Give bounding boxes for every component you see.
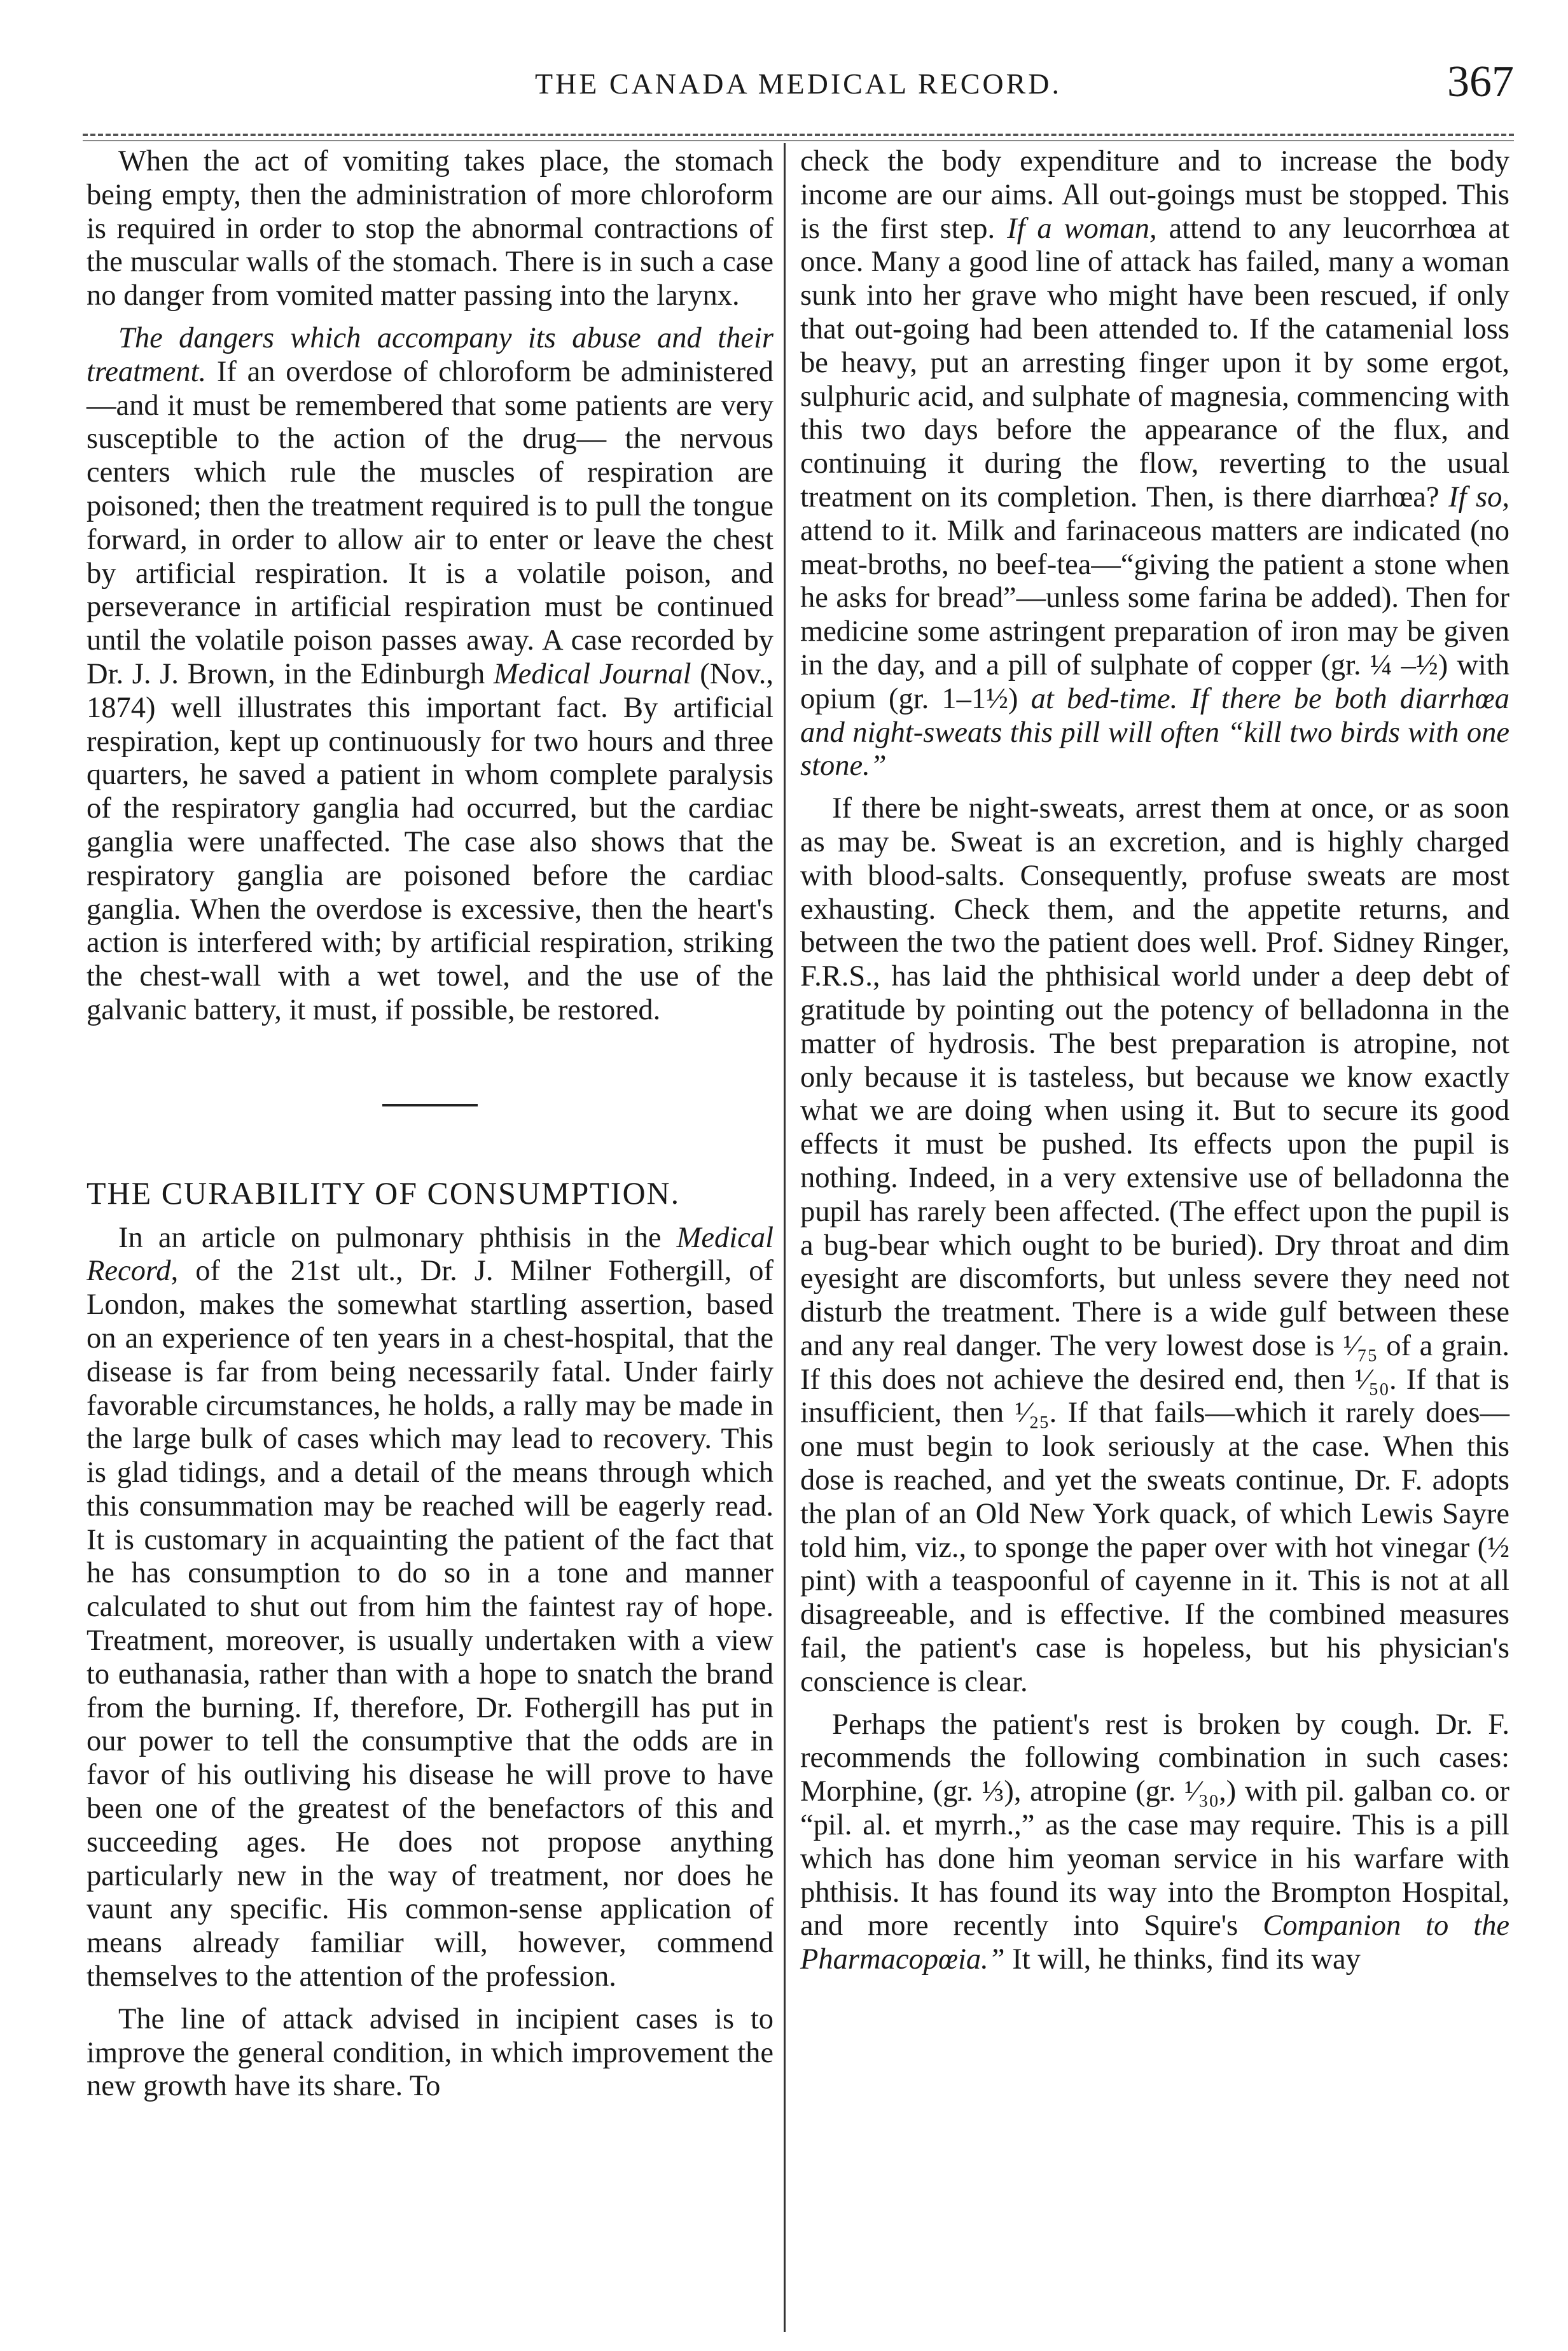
paragraph [800,145,1509,783]
article-heading: THE CURABILITY OF CONSUMPTION. [87,1175,681,1211]
chloroform-article-continuation [87,145,774,1028]
italic-text: Companion to the Pharmacopœia.” [800,1909,1509,1976]
right-column [800,145,1509,1977]
body-text: attend to any leucorrhœa at once. Many a good line of attack has failed, many a woman sunk into her grave who might have been rescued, if only that out-going had been attended to. If the catamenial loss be heavy, put an arresting finger upon it by some ergot, sulphuric acid, and sulphate of magnesia, commencing with this two days before the appearance of the flux, and continuing it during the flow, reverting to the usual treatment on its completion. Then, is there diarrhœa? [800,212,1509,513]
italic-text: at bed-time. If there be both diarrhœa and night-sweats this pill will often “kill two birds with one stone.” [800,682,1509,783]
page-header [83,57,1514,118]
body-text: attend to it. Milk and farinaceous matters are indicated (no meat-broths, no beef-tea—“giving the patient a stone when he asks for bread”—unless some farina be added). Then for medicine some astringent preparation of iron may be given in the day, and a pill of sulphate of copper (gr. ¼ –½) with opium (gr. 1–1½) [800,514,1509,715]
paragraph [87,322,774,1028]
left-column [87,145,774,2103]
body-text: , of the 21st ult., Dr. J. Milner Fothergill, of London, makes the somewhat startling assertion, based on an experience of ten years in a chest-hospital, that the disease is far from being necessarily fatal. Under fairly favorable circumstances, he holds, a rally may be made in the large bulk of cases which may lead to recovery. This is glad tidings, and a detail of the means through which this consummation may be reached will be eagerly read. It is customary in acquainting the patient of the fact that he has consumption to do so in a tone and manner calculated to shut out from him the faintest ray of hope. Treatment, moreover, is usually undertaken with a view to euthanasia, rather than with a hope to snatch the brand from the burning. If, therefore, Dr. Fothergill has put in our power to tell the consumptive that the odds are in favor of his outliving his disease he will prove to have been one of the greatest of the benefactors of this and succeeding ages. He does not propose anything particularly new in the way of treatment, nor does he vaunt any specific. His common-sense application of means already familiar will, however, commend themselves to the attention of the profession. [87,1255,774,1993]
italic-text: The dangers which accompany its abuse and their treatment. [87,321,774,388]
column-divider [784,143,786,2332]
running-title: THE CANADA MEDICAL RECORD. [534,67,1062,100]
paragraph [87,1222,774,1994]
consumption-article-continuation [800,145,1509,1977]
body-text: In an article on pulmonary phthisis in the [118,1221,677,1254]
body-text: check the body expenditure and to increase the body income are our aims. All out-goings must be stopped. This is the first step. [800,145,1509,245]
section-separator-rule [382,1104,478,1106]
body-text: It will, he thinks, find its way [1004,1943,1361,1976]
paragraph [87,145,774,313]
page-number: 367 [1447,57,1514,106]
body-text: (Nov., 1874) well illustrates this important fact. By artificial respiration, kept up continuously for two hours and three quarters, he saved a patient in whom complete paralysis of the respiratory ganglia had occurred, but the cardiac ganglia were unaffected. The case also shows that the respiratory ganglia are poisoned before the cardiac ganglia. When the overdose is excessive, then the heart's action is interfered with; by artificial respiration, striking the chest-wall with a wet towel, and the use of the galvanic battery, it must, if possible, be restored. [87,657,774,1026]
italic-text: Medical Record [87,1221,774,1288]
italic-text: If so, [1448,480,1509,513]
italic-text: If a woman, [1007,212,1157,245]
paragraph [800,1708,1509,1977]
body-text: When the act of vomiting takes place, the stomach being empty, then the administration of more chloroform is required in order to stop the abnormal contractions of the muscular walls of the stomach. There is in such a case no danger from vomited matter passing into the larynx. [87,145,774,312]
paragraph [800,792,1509,1699]
body-text: If there be night-sweats, arrest them at once, or as soon as may be. Sweat is an excretion, and is highly charged with blood-salts. Consequently, profuse sweats are most exhausting. Check them, and the appetite returns, and between the two the patient does well. Prof. Sidney Ringer, F.R.S., has laid the phthisical world under a deep debt of gratitude by pointing out the potency of belladonna in the matter of hydrosis. The best preparation is atropine, not only because it is tasteless, but because we know exactly what we are doing when using it. But to secure its good effects it must be pushed. Its effects upon the pupil is nothing. Indeed, in a very extensive use of belladonna the pupil has rarely been affected. (The effect upon the pupil is a bug-bear which ought to be buried). Dry throat and dim eyesight are discomforts, but unless severe they need not disturb the treatment. There is a wide gulf between these and any real danger. The very lowest dose is ¹⁄₇₅ of a grain. If this does not achieve the desired end, then ¹⁄₅₀. If that is insufficient, then ¹⁄₂₅. If that fails—which it rarely does—one must begin to look seriously at the case. When this dose is reached, and yet the sweats continue, Dr. F. adopts the plan of an Old New York quack, of which Lewis Sayre told him, viz., to sponge the paper over with hot vinegar (½ pint) with a teaspoonful of cayenne in it. This is not at all disagreeable, and is effective. If the combined measures fail, the patient's case is hopeless, but his physician's conscience is clear. [800,792,1509,1698]
body-text: The line of attack advised in incipient cases is to improve the general condition, in which improvement the new growth have its share. To [87,2002,774,2103]
italic-text: Medical Journal [493,657,691,690]
body-text: If an overdose of chloroform be administered—and it must be remembered that some patients are very susceptible to the action of the drug— the nervous centers which rule the muscles of respiration are poisoned; then the treatment required is to pull the tongue forward, in order to allow air to enter or leave the chest by artificial respiration. It is a volatile poison, and perseverance in artificial respiration must be continued until the volatile poison passes away. A case recorded by Dr. J. J. Brown, in the Edinburgh [87,355,774,690]
consumption-article-body [87,1222,774,2104]
body-text: Perhaps the patient's rest is broken by cough. Dr. F. recommends the following combination in such cases: Morphine, (gr. ⅓), atropine (gr. ¹⁄₃₀,) with pil. galban co. or “pil. al. et myrrh.,” as the case may require. This is a pill which has done him yeoman service in his warfare with phthisis. It has found its way into the Brompton Hospital, and more recently into Squire's [800,1708,1509,1943]
header-rule-secondary [83,140,1514,141]
header-rule [83,134,1514,136]
paragraph [87,2003,774,2103]
